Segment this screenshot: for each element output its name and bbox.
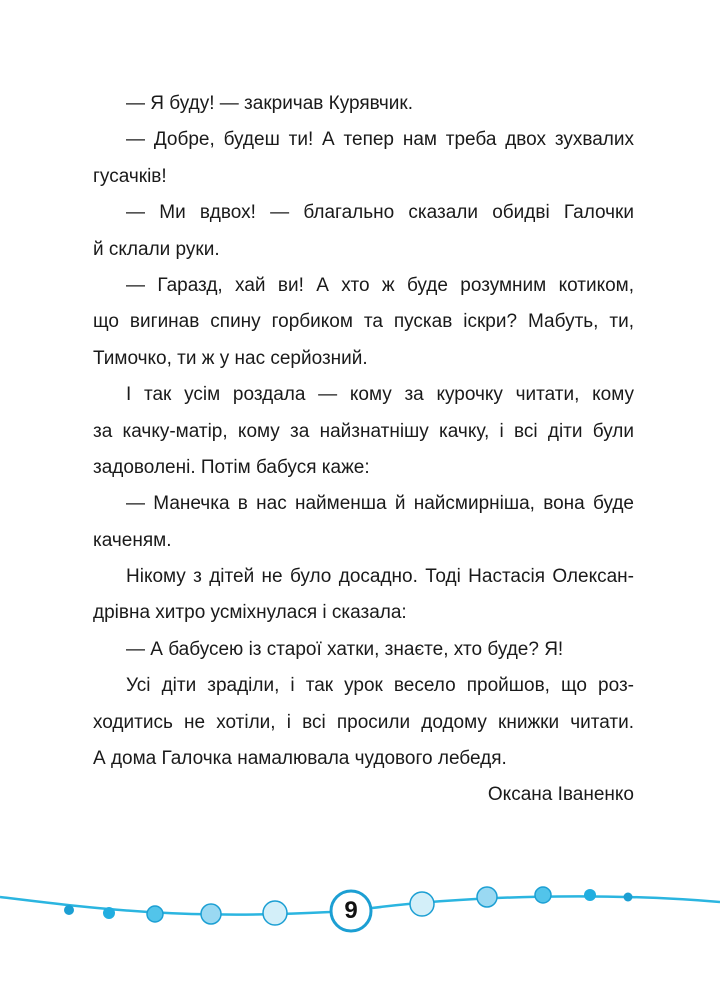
text-line: — А бабусею із старої хатки, знаєте, хто буде? Я! [126,638,564,660]
text-line: Нікому з дітей не було досадно. Тоді Настасія Олексан- [126,566,634,588]
text-line: дрівна хитро усміхнулася і сказала: [93,602,407,624]
text-line: Тимочко, ти ж у нас серйозний. [93,347,368,369]
footer-dot [263,901,287,925]
author-name: Оксана Іваненко [487,784,634,806]
footer-dot [64,905,74,915]
text-line: — Ми вдвох! — благально сказали обидві Галочки [126,202,634,224]
text-line: за качку-матір, кому за найзнатнішу качку, і всі діти були [93,420,634,442]
footer-dot [410,892,434,916]
footer-dot [624,893,633,902]
page-number: 9 [344,897,358,924]
footer-dot [535,887,551,903]
footer-dot [147,906,163,922]
text-line: — Гаразд, хай ви! А хто ж буде розумним котиком, [126,274,634,296]
footer-dot [477,887,497,907]
text-line: Усі діти зраділи, і так урок весело пройшов, що роз- [126,675,634,697]
text-line: А дома Галочка намалювала чудового лебедя. [93,748,507,770]
text-line: — Манечка в нас найменша й найсмирніша, вона буде [126,493,634,515]
text-line: ходитись не хотіли, і всі просили додому книжки читати. [93,711,634,733]
footer-dot [103,907,115,919]
text-line: І так усім роздала — кому за курочку читати, кому [126,384,634,406]
footer-dot [201,904,221,924]
story-text [93,86,634,814]
text-line: — Добре, будеш ти! А тепер нам треба двох зухвалих [126,129,634,151]
text-line: задоволені. Потім бабуся каже: [93,456,370,478]
text-line: гусачків! [93,165,167,187]
text-line: каченям. [93,529,172,551]
footer-dot [584,889,596,901]
text-line: — Я буду! — закричав Курявчик. [126,93,413,114]
text-line: й склали руки. [93,238,220,260]
text-line: що вигинав спину горбиком та пускав іскри? Мабуть, ти, [93,311,634,333]
